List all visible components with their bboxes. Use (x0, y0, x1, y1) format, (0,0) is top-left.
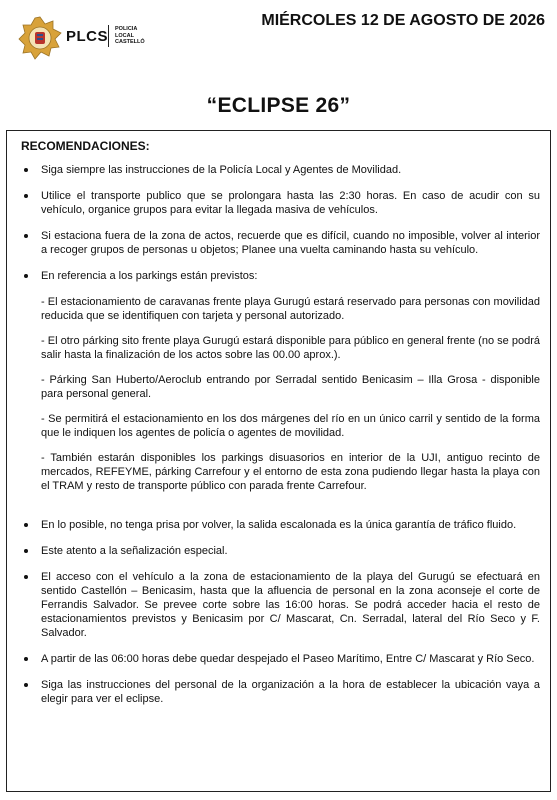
recommendations-box (6, 130, 551, 792)
recommendation-item: Este atento a la señalización especial. (7, 544, 550, 558)
recommendation-item: El acceso con el vehículo a la zona de estacionamiento de la playa del Gurugú se efectuará en sentido Castellón – Benicasim, hasta que la afluencia de personal en la zona aconseje el corte de Ferrandis Salvador. Se prevee corte sobre las 16:00 horas. Se podrá acceder hacia el resto de estacionamientos previstos y Benicasim por C/ Mascarat, Cn. Serradal, lateral del Río Seco y F. Salvador. (7, 570, 550, 640)
recommendations-list (7, 163, 550, 718)
recommendation-item: Utilice el transporte publico que se prolongara hasta las 2:30 horas. En caso de acudir con su vehículo, organice grupos para evitar la llegada masiva de vehículos. (7, 189, 550, 217)
recommendation-item: Si estaciona fuera de la zona de actos, recuerde que es difícil, cuando no imposible, volver al interior a recoger grupos de personas u objetos; Planee una vuelta caminando hasta su vehículo. (7, 229, 550, 257)
recommendations-heading: RECOMENDACIONES: (21, 139, 150, 153)
recommendation-item: Siga siempre las instrucciones de la Policía Local y Agentes de Movilidad. (7, 163, 550, 177)
parking-item: - El estacionamiento de caravanas frente playa Gurugú estará reservado para personas con movilidad reducida que se identifiquen con tarjeta y personal autorizado. (41, 296, 540, 322)
parking-item: - El otro párking sito frente playa Gurugú estará disponible para público en general frente (no se podrá salir hasta la finalización de los actos sobre las 00.00 aprox.). (41, 335, 540, 361)
document-header (0, 0, 557, 68)
document-date: MIÉRCOLES 12 DE AGOSTO DE 2026 (261, 12, 545, 29)
recommendation-item: En referencia a los parkings están previstos: (7, 269, 550, 283)
logo-sub-line: LOCAL (115, 32, 134, 39)
parking-item: - Párking San Huberto/Aeroclub entrando por Serradal sentido Benicasim – Illa Grosa - disponible para personal general. (41, 374, 540, 400)
document-title: “ECLIPSE 26” (206, 94, 351, 117)
logo-divider (108, 25, 109, 47)
police-badge-logo (18, 16, 62, 60)
recommendation-item: A partir de las 06:00 horas debe quedar despejado el Paseo Marítimo, Entre C/ Mascarat y Río Seco. (7, 652, 550, 666)
parking-item: - Se permitirá el estacionamiento en los dos márgenes del río en un único carril y sentido de la forma que le indiquen los agentes de policía o agentes de movilidad. (41, 413, 540, 439)
logo-wordmark: PLCS (66, 28, 109, 45)
logo-subtitle (115, 26, 145, 46)
spacer (7, 504, 550, 518)
logo-sub-line: POLICIA (115, 26, 138, 32)
parking-item: - También estarán disponibles los parkings disuasorios en interior de la UJI, antiguo recinto de mercados, REFEYME, párking Carrefour y el entorno de esta zona pudiendo llegar hasta la playa con el TRAM y resto de transporte público con parada frente Carrefour. (41, 452, 540, 492)
recommendation-item: En lo posible, no tenga prisa por volver, la salida escalonada es la única garantía de tráfico fluido. (7, 518, 550, 532)
recommendation-item: Siga las instrucciones del personal de la organización a la hora de establecer la ubicación vaya a elegir para ver el eclipse. (7, 678, 550, 706)
logo-sub-line: CASTELLÓ (115, 39, 145, 45)
